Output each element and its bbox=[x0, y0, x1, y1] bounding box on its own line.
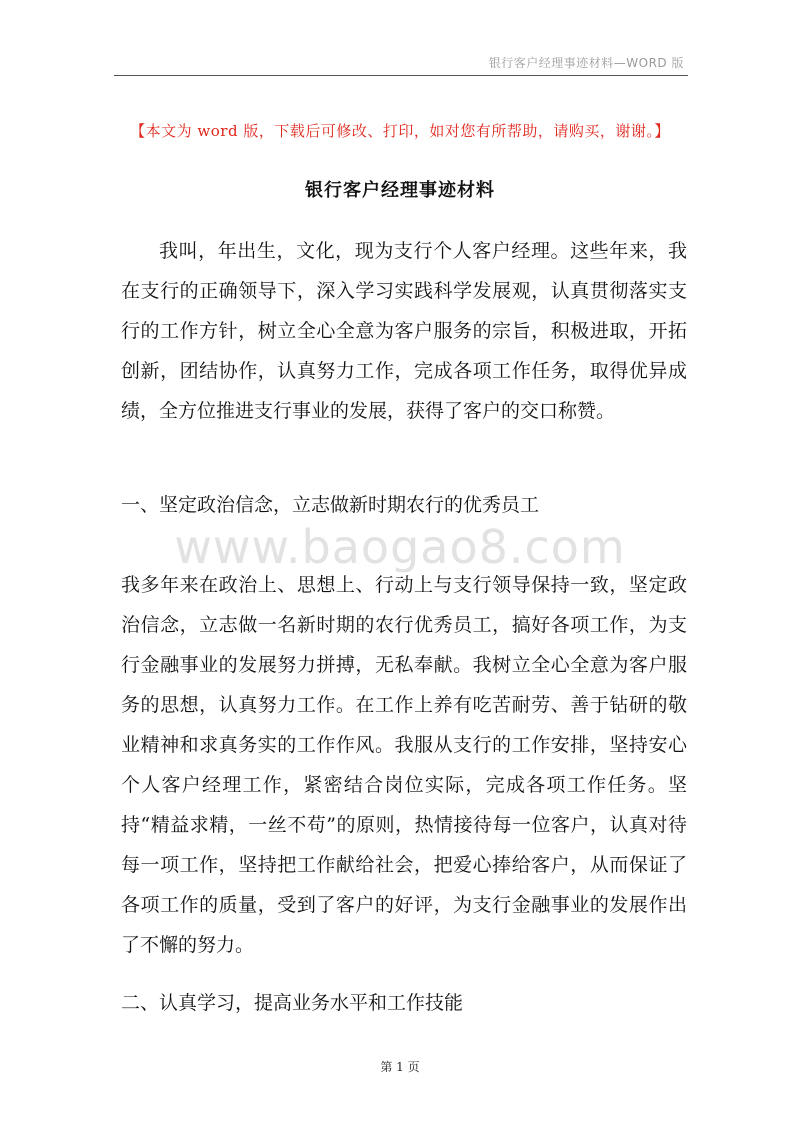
running-header: 银行客户经理事迹材料—WORD 版 bbox=[488, 56, 684, 70]
section-heading-1: 一、坚定政治信念，立志做新时期农行的优秀员工 bbox=[121, 494, 540, 516]
document-title: 银行客户经理事迹材料 bbox=[305, 180, 495, 201]
page-number: 第 1 页 bbox=[380, 1060, 420, 1074]
intro-paragraph: 我叫，年出生，文化，现为支行个人客户经理。这些年来，我在支行的正确领导下，深入学习实践科学发展观，认真贯彻落实支行的工作方针，树立全心全意为客户服务的宗旨，积极进取，开拓创新，团结协作，认真努力工作，完成各项工作任务，取得优异成绩，全方位推进支行事业的发展，获得了客户的交口称赞。 bbox=[121, 240, 687, 422]
watermark: www.baogao8.com bbox=[174, 520, 626, 574]
section-heading-2: 二、认真学习，提高业务水平和工作技能 bbox=[121, 992, 464, 1014]
section-paragraph-1: 我多年来在政治上、思想上、行动上与支行领导保持一致，坚定政治信念，立志做一名新时期的农行优秀员工，搞好各项工作，为支行金融事业的发展努力拼搏，无私奉献。我树立全心全意为客户服务的思想，认真努力工作。在工作上养有吃苦耐劳、善于钻研的敬业精神和求真务实的工作作风。我服从支行的工作安排，坚持安心个人客户经理工作，紧密结合岗位实际，完成各项工作任务。坚持“精益求精，一丝不苟”的原则，热情接待每一位客户，认真对待每一项工作，坚持把工作献给社会，把爱心捧给客户，从而保证了各项工作的质量，受到了客户的好评，为支行金融事业的发展作出了不懈的努力。 bbox=[121, 574, 687, 956]
purchase-notice: 【本文为 word 版，下载后可修改、打印，如对您有所帮助，请购买，谢谢。】 bbox=[130, 122, 670, 140]
header-divider bbox=[114, 75, 688, 76]
